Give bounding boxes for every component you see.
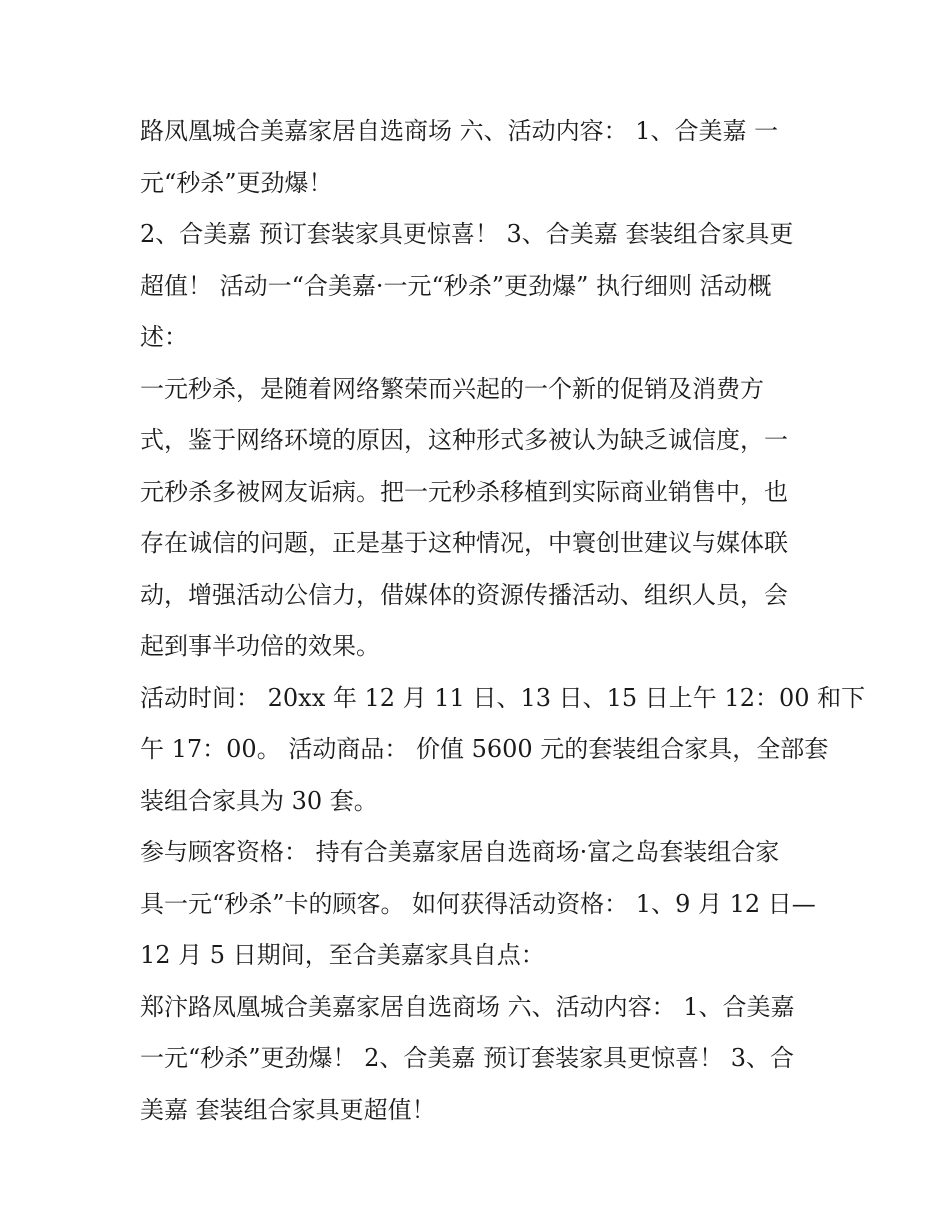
text-line: 存在诚信的问题，正是基于这种情况，中寰创世建议与媒体联 <box>140 529 788 557</box>
text-line: 超值！ 活动一“合美嘉·一元“秒杀”更劲爆” 执行细则 活动概 <box>140 271 772 300</box>
text-line: 12 月 5 日期间，至合美嘉家具自点： <box>140 941 545 969</box>
document-body <box>140 106 866 1136</box>
text-line: 活动时间： 20xx 年 12 月 11 日、13 日、15 日上午 12：00 和下 <box>140 683 866 712</box>
text-line: 午 17：00。 活动商品： 价值 5600 元的套装组合家具，全部套 <box>140 735 829 763</box>
text-line: 元秒杀多被网友诟病。把一元秒杀移植到实际商业销售中，也 <box>140 477 788 506</box>
text-line: 美嘉 套装组合家具更超值！ <box>140 1095 436 1124</box>
text-line: 一元“秒杀”更劲爆！ 2、合美嘉 预订套装家具更惊喜！ 3、合 <box>140 1044 794 1072</box>
text-line: 动，增强活动公信力，借媒体的资源传播活动、组织人员，会 <box>140 580 788 609</box>
text-line: 路凤凰城合美嘉家居自选商场 六、活动内容： 1、合美嘉 一 <box>140 117 779 145</box>
text-line: 具一元“秒杀”卡的顾客。 如何获得活动资格： 1、9 月 12 日— <box>140 889 816 918</box>
text-line: 述： <box>140 323 188 351</box>
text-line: 参与顾客资格： 持有合美嘉家居自选商场·富之岛套装组合家 <box>140 838 780 866</box>
text-line: 装组合家具为 30 套。 <box>140 786 378 815</box>
text-line: 起到事半功倍的效果。 <box>140 632 380 660</box>
text-line: 2、合美嘉 预订套装家具更惊喜！ 3、合美嘉 套装组合家具更 <box>140 220 794 248</box>
text-line: 元“秒杀”更劲爆！ <box>140 168 333 197</box>
text-line: 郑汴路凤凰城合美嘉家居自选商场 六、活动内容： 1、合美嘉 <box>140 992 795 1021</box>
text-line: 一元秒杀，是随着网络繁荣而兴起的一个新的促销及消费方 <box>140 374 764 403</box>
text-line: 式，鉴于网络环境的原因，这种形式多被认为缺乏诚信度，一 <box>140 426 788 454</box>
